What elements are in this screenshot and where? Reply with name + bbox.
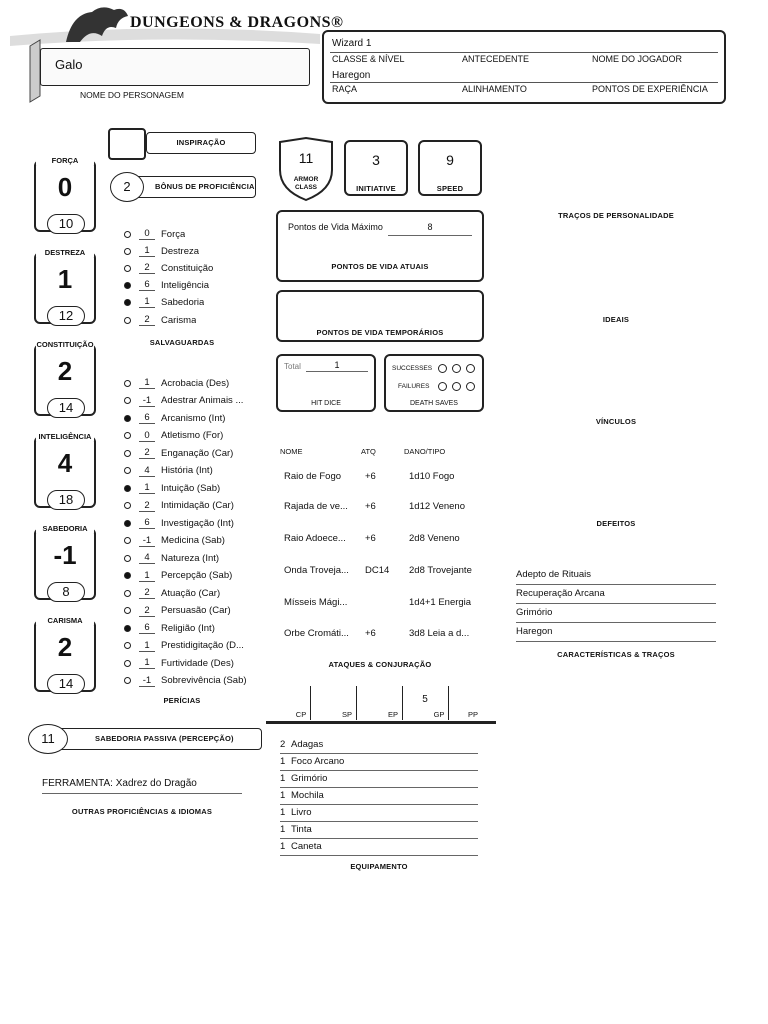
attack-damage: 2d8 Veneno <box>409 533 460 544</box>
attack-damage: 2d8 Trovejante <box>409 565 472 576</box>
save-row-intelligence[interactable] <box>124 277 209 293</box>
personality-traits-label: TRAÇOS DE PERSONALIDADE <box>558 211 674 220</box>
skill-name: Enganação (Car) <box>161 447 234 459</box>
race-value[interactable]: Haregon <box>332 70 371 81</box>
speed-value: 9 <box>446 152 454 168</box>
failures-checkboxes[interactable] <box>438 382 476 392</box>
skill-row[interactable] <box>124 498 234 514</box>
attack-row[interactable] <box>284 628 494 642</box>
skill-row[interactable] <box>124 515 234 531</box>
equipment-quantity: 1 <box>280 790 286 801</box>
attack-name: Onda Troveja... <box>284 565 349 576</box>
skill-name: Adestrar Animais ... <box>161 395 244 406</box>
bonds-label: VÍNCULOS <box>595 417 637 426</box>
skill-value: 1 <box>139 657 155 669</box>
skill-row[interactable] <box>124 533 225 549</box>
skill-value: 2 <box>139 500 155 512</box>
speed-box[interactable] <box>418 140 482 196</box>
skill-row[interactable] <box>124 550 219 566</box>
skill-name: Prestidigitação (D... <box>161 640 244 651</box>
equipment-quantity: 1 <box>280 841 286 852</box>
save-name: Força <box>161 228 186 240</box>
save-row-wisdom[interactable] <box>124 294 204 310</box>
equipment-quantity: 2 <box>280 739 286 750</box>
current-hp-box[interactable] <box>276 210 484 282</box>
skill-row[interactable] <box>124 655 234 671</box>
skill-name: Atuação (Car) <box>161 587 221 599</box>
ability-name: DESTREZA <box>36 248 94 257</box>
equipment-row[interactable] <box>280 739 478 754</box>
attack-name: Mísseis Mági... <box>284 597 348 608</box>
attack-row[interactable] <box>284 565 494 579</box>
equipment-quantity: 1 <box>280 807 286 818</box>
skill-name: Investigação (Int) <box>161 517 234 529</box>
passive-perception-label: SABEDORIA PASSIVA (PERCEPÇÃO) <box>50 728 262 750</box>
saves-label: SALVAGUARDAS <box>149 338 215 347</box>
attack-row[interactable] <box>284 471 494 485</box>
coin-sp-label: SP <box>341 710 352 719</box>
initiative-value: 3 <box>372 152 380 168</box>
save-row-charisma[interactable] <box>124 312 196 328</box>
equipment-row[interactable] <box>280 841 478 856</box>
save-value: 1 <box>139 245 155 257</box>
equipment-quantity: 1 <box>280 756 286 767</box>
equipment-label: EQUIPAMENTO <box>350 862 408 871</box>
proficiency-dot[interactable] <box>124 642 131 649</box>
skill-name: Acrobacia (Des) <box>161 377 230 389</box>
proficiency-value[interactable]: 2 <box>110 172 144 202</box>
other-proficiencies-label: OUTRAS PROFICIÊNCIAS & IDIOMAS <box>71 807 213 816</box>
hp-max-label: Pontos de Vida Máximo <box>288 222 383 232</box>
class-level-value[interactable]: Wizard 1 <box>332 38 372 49</box>
save-name: Inteligência <box>161 279 210 291</box>
skill-name: Sobrevivência (Sab) <box>161 675 247 686</box>
character-name-box[interactable] <box>40 48 310 86</box>
hp-current-label: PONTOS DE VIDA ATUAIS <box>331 262 429 271</box>
skill-name: Religião (Int) <box>161 622 215 634</box>
attack-name: Rajada de ve... <box>284 501 348 512</box>
skill-row[interactable] <box>124 620 215 636</box>
skill-name: História (Int) <box>161 465 213 476</box>
proficiency-dot[interactable] <box>124 485 131 492</box>
equipment-row[interactable] <box>280 790 478 805</box>
equipment-quantity: 1 <box>280 824 286 835</box>
attack-row[interactable] <box>284 533 494 547</box>
ability-score: 14 <box>47 674 85 694</box>
features-label: CARACTERÍSTICAS & TRAÇOS <box>557 650 675 659</box>
hp-max-value[interactable]: 8 <box>388 222 472 236</box>
proficiency-dot[interactable] <box>124 299 131 306</box>
proficiency-dot[interactable] <box>124 397 131 404</box>
equipment-name: Adagas <box>291 739 324 750</box>
proficiency-dot[interactable] <box>124 415 131 422</box>
character-name-label: NOME DO PERSONAGEM <box>80 90 184 100</box>
proficiency-dot[interactable] <box>124 450 131 457</box>
equipment-name: Caneta <box>291 841 322 852</box>
save-name: Carisma <box>161 314 197 326</box>
skill-value: 2 <box>139 605 155 617</box>
proficiency-label: BÔNUS DE PROFICIÊNCIA <box>128 176 256 198</box>
save-row-strength[interactable] <box>124 226 185 242</box>
ability-dexterity[interactable] <box>34 248 96 324</box>
skill-value: -1 <box>139 395 155 407</box>
skill-value: 2 <box>139 587 155 599</box>
inspiration-box[interactable] <box>108 128 146 160</box>
ability-name: SABEDORIA <box>36 524 94 533</box>
coin-ep-label: EP <box>387 710 398 719</box>
skill-value: 1 <box>139 570 155 582</box>
ability-modifier: 1 <box>57 264 73 294</box>
save-value: 2 <box>139 314 155 326</box>
death-saves-label: DEATH SAVES <box>410 400 458 407</box>
skill-row[interactable] <box>124 603 231 619</box>
ability-name: CONSTITUIÇÃO <box>36 340 94 349</box>
attacks-col-atk: ATQ <box>361 447 376 456</box>
character-name: Galo <box>55 57 83 72</box>
equipment-name: Grimório <box>291 773 328 784</box>
skill-row[interactable] <box>124 410 225 426</box>
proficiency-dot[interactable] <box>124 380 131 387</box>
ability-strength[interactable] <box>34 156 96 232</box>
equipment-name: Mochila <box>291 790 324 801</box>
attack-row[interactable] <box>284 597 494 611</box>
ability-modifier: 0 <box>57 172 73 202</box>
save-row-constitution[interactable] <box>124 260 213 276</box>
skill-row[interactable] <box>124 428 223 444</box>
save-value: 2 <box>139 262 155 274</box>
skill-name: Intuição (Sab) <box>161 482 221 494</box>
proficiency-dot[interactable] <box>124 432 131 439</box>
proficiency-dot[interactable] <box>124 520 131 527</box>
initiative-box[interactable] <box>344 140 408 196</box>
skills-list <box>124 375 264 710</box>
feature-item[interactable]: Grimório <box>516 607 716 623</box>
skill-name: Percepção (Sab) <box>161 570 233 581</box>
skill-name: Natureza (Int) <box>161 552 220 564</box>
ability-score: 12 <box>47 306 85 326</box>
proficiency-dot[interactable] <box>124 282 131 289</box>
ability-wisdom[interactable] <box>34 524 96 600</box>
skill-value: 6 <box>139 412 155 424</box>
other-proficiencies-text[interactable]: FERRAMENTA: Xadrez do Dragão <box>42 778 242 794</box>
attack-row[interactable] <box>284 501 494 515</box>
attacks-col-name: NOME <box>280 447 303 456</box>
proficiency-dot[interactable] <box>124 555 131 562</box>
save-row-dexterity[interactable] <box>124 243 199 259</box>
proficiency-dot[interactable] <box>124 248 131 255</box>
race-label: RAÇA <box>332 84 358 94</box>
proficiency-dot[interactable] <box>124 590 131 597</box>
proficiency-dot[interactable] <box>124 677 131 684</box>
hit-dice-label: HIT DICE <box>311 400 341 407</box>
equipment-row[interactable] <box>280 824 478 839</box>
xp-label: PONTOS DE EXPERIÊNCIA <box>592 84 708 94</box>
save-name: Destreza <box>161 245 200 257</box>
proficiency-dot[interactable] <box>124 537 131 544</box>
skill-row[interactable] <box>124 585 220 601</box>
proficiency-dot[interactable] <box>124 625 131 632</box>
dragon-icon <box>62 2 132 46</box>
ability-score: 18 <box>47 490 85 510</box>
coin-gp-label: GP <box>433 710 445 719</box>
equipment-quantity: 1 <box>280 773 286 784</box>
ability-intelligence[interactable] <box>34 432 96 508</box>
skill-value: 4 <box>139 552 155 564</box>
armor-class-value[interactable]: 11 <box>298 150 314 166</box>
successes-label: SUCCESSES <box>392 365 433 372</box>
ideals-label: IDEAIS <box>602 315 630 324</box>
attack-damage: 1d10 Fogo <box>409 471 455 482</box>
skill-value: 6 <box>139 517 155 529</box>
armor-class-shield-icon <box>276 136 336 202</box>
equipment-row[interactable] <box>280 756 478 771</box>
equipment-row[interactable] <box>280 773 478 788</box>
flaws-label: DEFEITOS <box>596 519 636 528</box>
ability-name: CARISMA <box>36 616 94 625</box>
save-name: Constituição <box>161 262 214 274</box>
failures-label: FAILURES <box>398 383 430 390</box>
speed-label: SPEED <box>436 184 464 193</box>
save-value: 0 <box>139 228 155 240</box>
skill-row[interactable] <box>124 375 229 391</box>
skill-value: 1 <box>139 482 155 494</box>
hit-dice-total-label: Total <box>284 362 301 371</box>
skill-row[interactable] <box>124 445 233 461</box>
skill-row[interactable] <box>124 393 243 409</box>
attack-damage: 1d12 Veneno <box>409 501 466 512</box>
save-value: 6 <box>139 279 155 291</box>
equipment-name: Tinta <box>291 824 312 835</box>
skill-row[interactable] <box>124 463 213 479</box>
ability-score: 10 <box>47 214 85 234</box>
skill-row[interactable] <box>124 673 247 689</box>
equipment-row[interactable] <box>280 807 478 822</box>
save-name: Sabedoria <box>161 296 205 308</box>
skill-name: Intimidação (Car) <box>161 500 234 511</box>
skill-value: 0 <box>139 430 155 442</box>
attack-damage: 3d8 Leia a d... <box>409 628 470 639</box>
ability-modifier: 2 <box>57 632 73 662</box>
ability-charisma[interactable] <box>34 616 96 692</box>
ability-score: 8 <box>47 582 85 602</box>
alignment-label: ALINHAMENTO <box>462 84 527 94</box>
attack-name: Raio Adoece... <box>284 533 346 544</box>
hit-dice-total[interactable]: 1 <box>306 360 368 372</box>
initiative-label: INITIATIVE <box>356 184 396 193</box>
skill-name: Persuasão (Car) <box>161 605 231 616</box>
skill-row[interactable] <box>124 480 220 496</box>
skill-value: 6 <box>139 622 155 634</box>
attacks-col-dmg: DANO/TIPO <box>404 447 446 456</box>
skill-name: Medicina (Sab) <box>161 535 225 546</box>
player-name-label: NOME DO JOGADOR <box>592 54 683 64</box>
skill-value: 2 <box>139 447 155 459</box>
attack-bonus: DC14 <box>365 565 390 576</box>
ability-modifier: -1 <box>53 540 77 570</box>
ability-score: 14 <box>47 398 85 418</box>
ability-name: INTELIGÊNCIA <box>36 432 94 441</box>
equipment-name: Foco Arcano <box>291 756 345 767</box>
skill-value: 1 <box>139 377 155 389</box>
feature-item[interactable]: Haregon <box>516 626 716 642</box>
proficiency-dot[interactable] <box>124 317 131 324</box>
proficiency-dot[interactable] <box>124 265 131 272</box>
header-banner <box>0 0 768 110</box>
ability-name: FORÇA <box>36 156 94 165</box>
coin-gp-value[interactable]: 5 <box>422 694 428 705</box>
proficiency-dot[interactable] <box>124 502 131 509</box>
skill-row[interactable] <box>124 568 232 584</box>
death-saves-box <box>384 354 484 412</box>
armor-class-label: ARMOR CLASS <box>293 176 319 191</box>
proficiency-dot[interactable] <box>124 572 131 579</box>
feature-item[interactable]: Recuperação Arcana <box>516 588 716 604</box>
equipment-name: Livro <box>291 807 312 818</box>
class-info-box <box>322 30 726 104</box>
skills-label: PERÍCIAS <box>163 696 201 705</box>
coin-pp-label: PP <box>467 710 478 719</box>
attack-bonus: +6 <box>365 501 376 512</box>
skill-value: -1 <box>139 535 155 547</box>
class-level-label: CLASSE & NÍVEL <box>332 54 405 64</box>
inspiration-label: INSPIRAÇÃO <box>146 132 256 154</box>
skill-value: -1 <box>139 675 155 687</box>
proficiency-dot[interactable] <box>124 467 131 474</box>
attack-bonus: +6 <box>365 471 376 482</box>
attack-name: Raio de Fogo <box>284 471 342 482</box>
skill-value: 1 <box>139 640 155 652</box>
ability-modifier: 2 <box>57 356 73 386</box>
attack-bonus: +6 <box>365 533 376 544</box>
coins-row <box>266 686 496 726</box>
skill-value: 4 <box>139 465 155 477</box>
saving-throws <box>124 226 264 356</box>
proficiency-dot[interactable] <box>124 607 131 614</box>
successes-checkboxes[interactable] <box>438 364 476 374</box>
skill-name: Atletismo (For) <box>161 430 224 441</box>
ability-constitution[interactable] <box>34 340 96 416</box>
save-value: 1 <box>139 296 155 308</box>
passive-perception-value[interactable]: 11 <box>28 724 68 754</box>
logo-text: DUNGEONS & DRAGONS® <box>130 14 344 31</box>
proficiency-dot[interactable] <box>124 660 131 667</box>
skill-name: Arcanismo (Int) <box>161 412 226 424</box>
hp-temp-label: PONTOS DE VIDA TEMPORÁRIOS <box>316 328 444 337</box>
attack-damage: 1d4+1 Energia <box>409 597 472 608</box>
proficiency-dot[interactable] <box>124 231 131 238</box>
ability-modifier: 4 <box>57 448 73 478</box>
attack-bonus: +6 <box>365 628 376 639</box>
attack-name: Orbe Cromáti... <box>284 628 349 639</box>
feature-item[interactable]: Adepto de Rituais <box>516 569 716 585</box>
skill-row[interactable] <box>124 638 244 654</box>
attacks-label: ATAQUES & CONJURAÇÃO <box>328 660 432 669</box>
skill-name: Furtividade (Des) <box>161 657 234 669</box>
background-label: ANTECEDENTE <box>462 54 530 64</box>
temp-hp-box[interactable] <box>276 290 484 342</box>
coin-cp-label: CP <box>295 710 307 719</box>
hit-dice-box[interactable] <box>276 354 376 412</box>
